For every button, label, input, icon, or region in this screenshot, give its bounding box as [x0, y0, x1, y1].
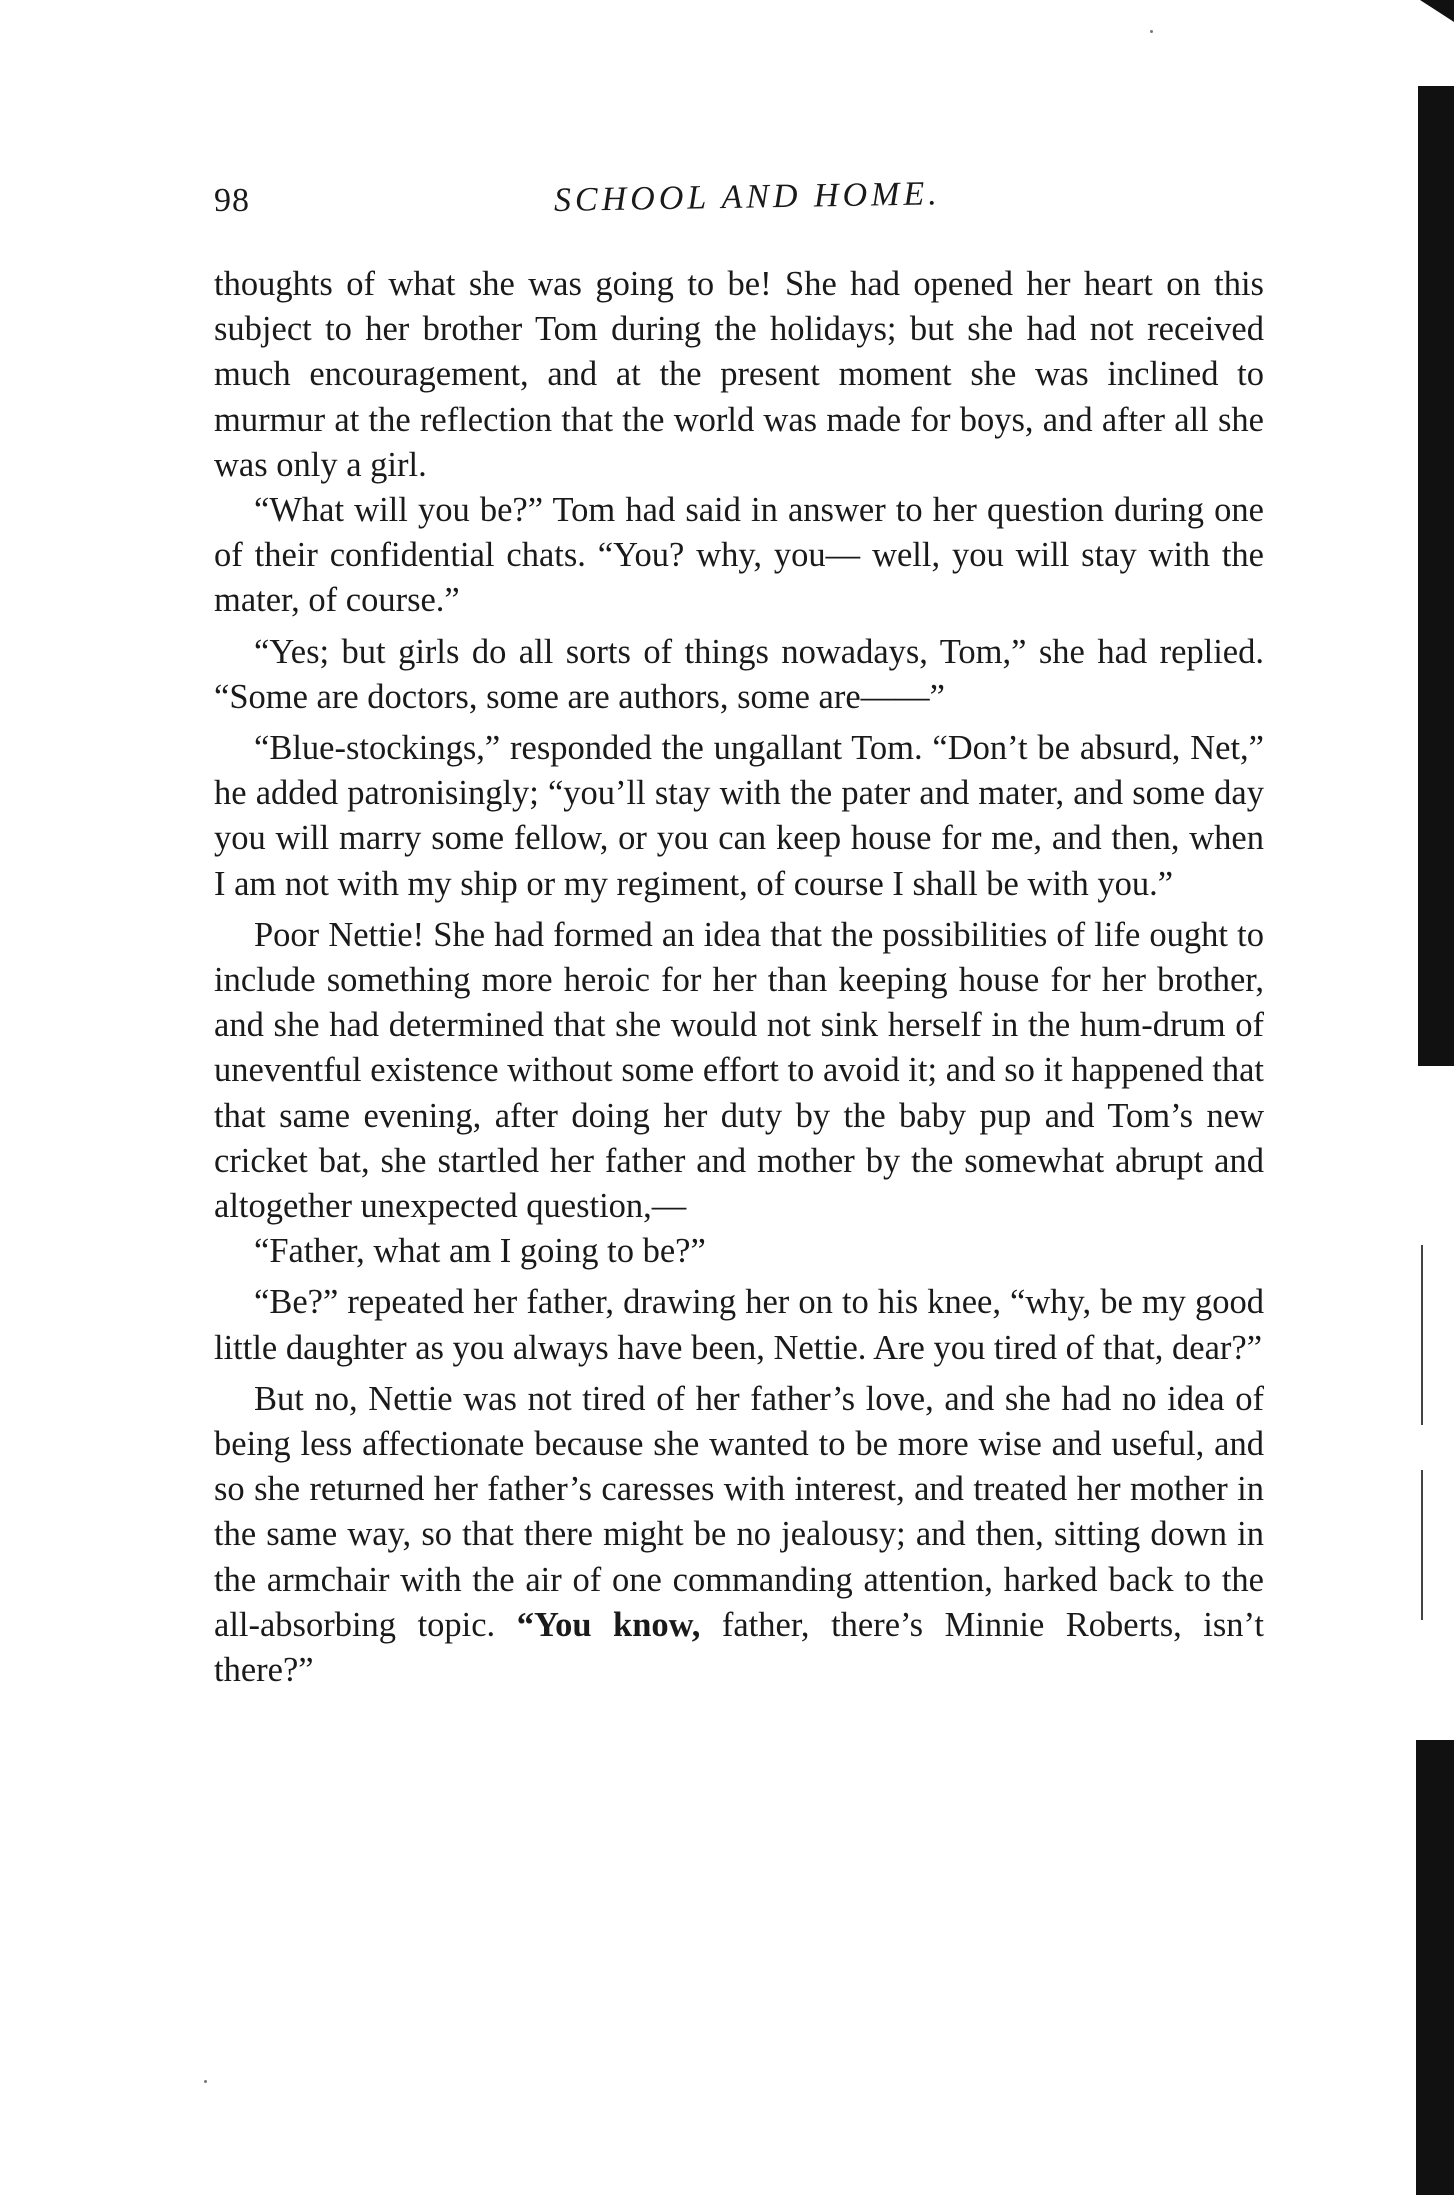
paragraph-7: “Be?” repeated her father, drawing her on to his knee, “why, be my good little daughter as you always have been, Nettie. Are you tired of that, dear?” — [214, 1283, 1264, 1367]
paragraph-4: “Blue-stockings,” responded the ungallant Tom. “Don’t be absurd, Net,” he added patronisingly; “you’ll stay with the pater and mater, and some day you will marry some fellow, or you can keep house for me, and then, when I am not with my ship or my regiment, of course I shall be with you.” — [214, 729, 1264, 903]
paragraph-1: thoughts of what she was going to be! She had opened her heart on this subject to her brother Tom during the holidays; but she had not received much encouragement, and at the present moment she was inclined to murmur at the reflection that the world was made for boys, and after all she was only a girl. — [214, 265, 1264, 484]
scan-speck — [1150, 30, 1153, 33]
scan-edge-line — [1421, 1470, 1423, 1620]
scan-edge-shadow-top — [1418, 86, 1454, 1066]
page-header — [214, 175, 1264, 242]
scan-edge-line — [1421, 1245, 1423, 1425]
scan-edge-shadow-bottom — [1416, 1740, 1454, 2195]
paragraph-6: “Father, what am I going to be?” — [254, 1232, 706, 1271]
scan-speck — [204, 2080, 207, 2083]
paragraph-8-end: father, there’s Minnie Roberts, isn’t there?” — [214, 1605, 1265, 1690]
body-text — [214, 262, 1264, 1693]
paragraph-8-bold: “You know, — [516, 1605, 701, 1644]
scan-corner-mark — [1420, 0, 1454, 22]
page-number: 98 — [214, 182, 250, 219]
running-title: SCHOOL AND HOME. — [553, 175, 941, 219]
paragraph-5: Poor Nettie! She had formed an idea that the possibilities of life ought to include something more heroic for her than keeping house for her brother, and she had determined that she would not sink herself in the hum-drum of uneventful existence without some effort to avoid it; and so it happened that that same evening, after doing her duty by the baby pup and Tom’s new cricket bat, she startled her father and mother by the somewhat abrupt and altogether unexpected question,— — [214, 915, 1264, 1226]
paragraph-3: “Yes; but girls do all sorts of things nowadays, Tom,” she had replied. “Some are doctors, some are authors, some are——” — [214, 632, 1264, 716]
paragraph-8-main: But no, Nettie was not tired of her father’s love, and she had no idea of being less affectionate because she wanted to be more wise and useful, and so she returned her father’s caresses with interest, and treated her mother in the same way, so that there might be no jealousy; and then, sitting down in the armchair with the air of one commanding attention, harked back to the all-absorbing topic. — [214, 1379, 1264, 1644]
paragraph-8 — [214, 1377, 1264, 1693]
paragraph-2: “What will you be?” Tom had said in answer to her question during one of their confidential chats. “You? why, you— well, you will stay with the mater, of course.” — [214, 491, 1264, 620]
